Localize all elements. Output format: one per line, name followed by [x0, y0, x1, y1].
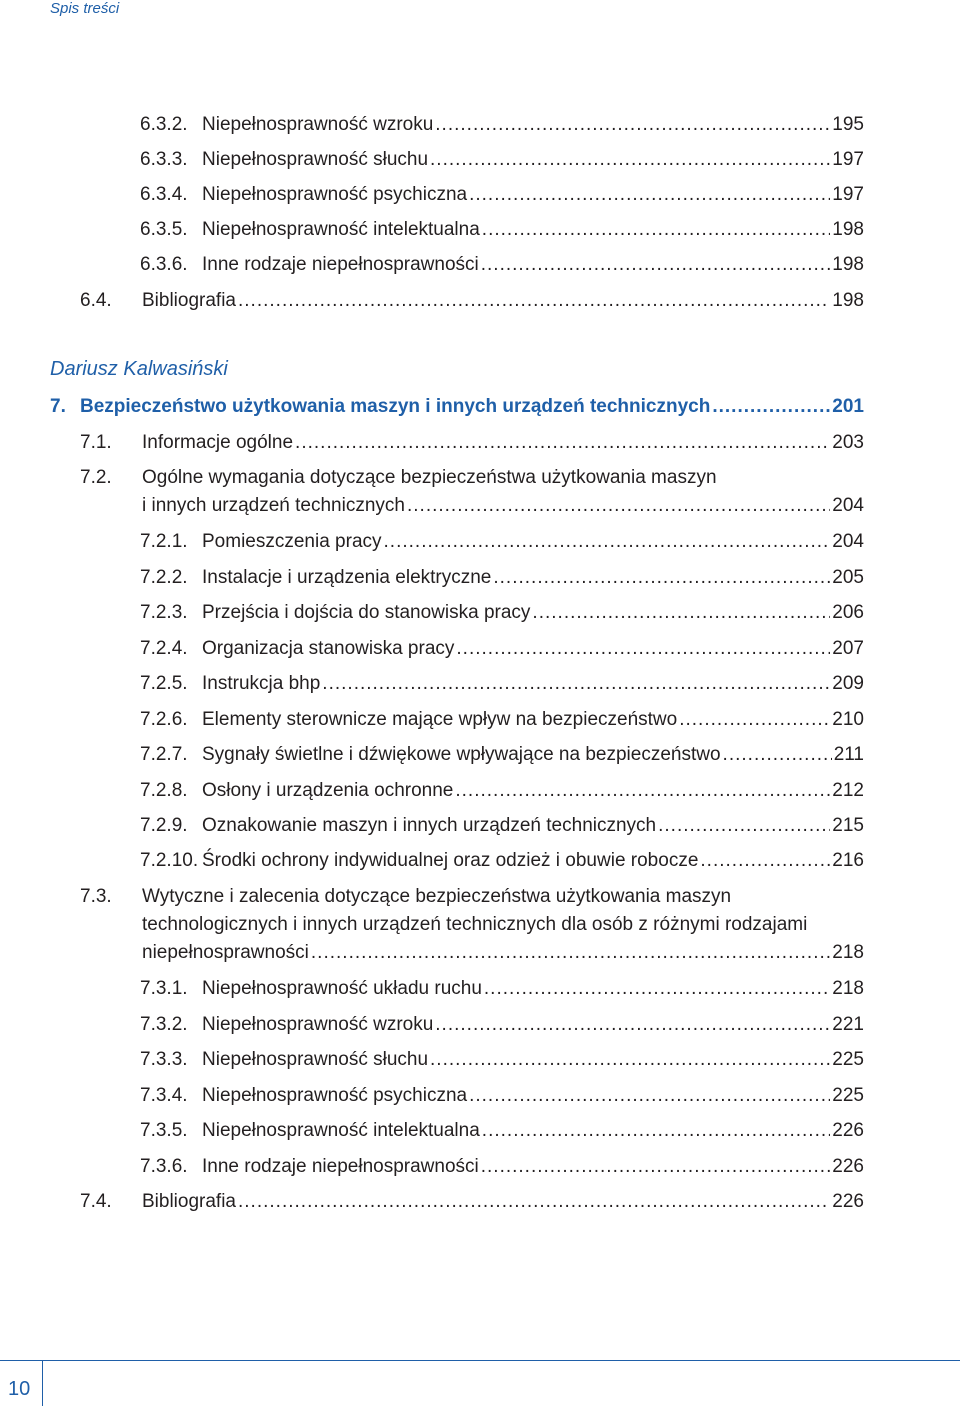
leader-dots	[407, 492, 830, 520]
toc-entry-number: 7.3.	[80, 886, 112, 907]
toc-entry-number: 6.3.2.	[140, 114, 188, 135]
toc-entry-number: 6.3.6.	[140, 254, 188, 275]
toc-entry-page: 209	[832, 673, 864, 694]
chapter-title: Bezpieczeństwo użytkowania maszyn i innych urządzeń technicznych	[80, 396, 711, 417]
toc-entry-number: 6.4.	[80, 290, 112, 311]
leader-dots	[481, 1153, 831, 1181]
leader-dots	[238, 1188, 830, 1216]
toc-entry[interactable]	[0, 883, 864, 969]
toc-entry-title: Pomieszczenia pracy	[202, 531, 382, 552]
leader-dots	[658, 812, 830, 840]
leader-dots	[295, 429, 830, 457]
toc-entry-page: 225	[832, 1085, 864, 1106]
toc-entry-title: i innych urządzeń technicznych	[142, 495, 405, 516]
leader-dots	[430, 146, 830, 174]
toc-entry-number: 7.2.1.	[140, 531, 188, 552]
leader-dots	[430, 1046, 830, 1074]
running-head: Spis treści	[50, 0, 120, 17]
toc-entry-title: Niepełnosprawność słuchu	[202, 1049, 429, 1070]
leader-dots	[712, 393, 830, 421]
toc-entry-title: Osłony i urządzenia ochronne	[202, 780, 454, 801]
toc-entry-title-line: Ogólne wymagania dotyczące bezpieczeństwa użytkowania maszyn	[142, 467, 717, 488]
toc-entry-page: 206	[832, 602, 864, 623]
footer-rule	[0, 1360, 960, 1361]
toc-entry-page: 205	[832, 567, 864, 588]
toc-entry-title: Niepełnosprawność wzroku	[202, 1014, 434, 1035]
toc-entry-title: Instrukcja bhp	[202, 673, 321, 694]
toc-entry-title: niepełnosprawności	[142, 942, 309, 963]
toc-entry-title-line: technologicznych i innych urządzeń technicznych dla osób z różnymi rodzajami	[142, 914, 808, 935]
toc-entry-number: 7.3.5.	[140, 1120, 188, 1141]
leader-dots	[311, 939, 830, 967]
leader-dots	[469, 181, 830, 209]
leader-dots	[384, 528, 831, 556]
toc-entry-number: 7.3.2.	[140, 1014, 188, 1035]
toc-entry-number: 7.3.4.	[140, 1085, 188, 1106]
leader-dots	[455, 777, 830, 805]
toc-entry-title: Przejścia i dojścia do stanowiska pracy	[202, 602, 531, 623]
toc-entry-page: 225	[832, 1049, 864, 1070]
toc-entry-number: 6.3.3.	[140, 149, 188, 170]
toc-entry-page: 218	[832, 978, 864, 999]
chapter-page: 201	[832, 396, 864, 417]
toc-entry-number: 7.2.	[80, 467, 112, 488]
leader-dots	[679, 706, 830, 734]
toc-entry-number: 6.3.5.	[140, 219, 188, 240]
toc-entry-page: 218	[832, 942, 864, 963]
leader-dots	[482, 216, 831, 244]
toc-entry-title: Niepełnosprawność psychiczna	[202, 1085, 468, 1106]
toc-entry-number: 7.2.10.	[140, 850, 199, 871]
toc-entry-page: 195	[832, 114, 864, 135]
leader-dots	[238, 287, 830, 315]
toc-entry-title: Niepełnosprawność intelektualna	[202, 219, 480, 240]
toc-entry-title: Niepełnosprawność psychiczna	[202, 184, 468, 205]
toc-entry-title: Elementy sterownicze mające wpływ na bezpieczeństwo	[202, 709, 678, 730]
toc-entry-page: 226	[832, 1191, 864, 1212]
chapter-number: 7.	[50, 396, 66, 417]
toc-entry-page: 198	[832, 219, 864, 240]
toc-entry-page: 207	[832, 638, 864, 659]
toc-entry[interactable]	[0, 464, 864, 522]
toc-entry-title: Organizacja stanowiska pracy	[202, 638, 455, 659]
toc-entry-number: 7.2.8.	[140, 780, 188, 801]
leader-dots	[456, 635, 830, 663]
toc-entry-number: 7.3.1.	[140, 978, 188, 999]
leader-dots	[469, 1082, 830, 1110]
toc-entry-page: 198	[832, 254, 864, 275]
toc-entry-number: 7.2.6.	[140, 709, 188, 730]
toc-entry-title: Bibliografia	[142, 290, 236, 311]
toc-entry-title: Niepełnosprawność wzroku	[202, 114, 434, 135]
leader-dots	[435, 111, 830, 139]
toc-entry-page: 197	[832, 149, 864, 170]
toc-entry-number: 7.3.3.	[140, 1049, 188, 1070]
toc-entry-page: 211	[833, 744, 864, 765]
leader-dots	[435, 1011, 830, 1039]
leader-dots	[493, 564, 830, 592]
toc-entry-page: 226	[832, 1120, 864, 1141]
chapter-author: Dariusz Kalwasiński	[50, 358, 228, 380]
toc-entry-title: Oznakowanie maszyn i innych urządzeń technicznych	[202, 815, 657, 836]
toc-entry-title: Inne rodzaje niepełnosprawności	[202, 254, 479, 275]
toc-entry-number: 7.2.4.	[140, 638, 188, 659]
toc-entry-page: 226	[832, 1156, 864, 1177]
leader-dots	[532, 599, 830, 627]
leader-dots	[484, 975, 830, 1003]
toc-entry-number: 7.2.7.	[140, 744, 188, 765]
toc-entry-title: Niepełnosprawność układu ruchu	[202, 978, 482, 999]
toc-entry-number: 7.2.3.	[140, 602, 188, 623]
leader-dots	[723, 741, 832, 769]
toc-entry-title: Instalacje i urządzenia elektryczne	[202, 567, 492, 588]
toc-entry-number: 7.2.9.	[140, 815, 188, 836]
toc-entry-page: 204	[832, 531, 864, 552]
toc-entry-title: Inne rodzaje niepełnosprawności	[202, 1156, 479, 1177]
leader-dots	[482, 1117, 831, 1145]
toc-entry-page: 216	[832, 850, 864, 871]
toc-entry-page: 204	[832, 495, 864, 516]
toc-entry-page: 198	[832, 290, 864, 311]
leader-dots	[322, 670, 830, 698]
leader-dots	[481, 251, 831, 279]
toc-entry-page: 212	[832, 780, 864, 801]
toc-entry-page: 221	[832, 1014, 864, 1035]
toc-entry-title: Niepełnosprawność intelektualna	[202, 1120, 480, 1141]
toc-entry-number: 7.2.5.	[140, 673, 188, 694]
toc-entry-title: Bibliografia	[142, 1191, 236, 1212]
leader-dots	[700, 847, 830, 875]
toc-entry-page: 215	[832, 815, 864, 836]
toc-entry-number: 7.2.2.	[140, 567, 188, 588]
toc-entry-title: Niepełnosprawność słuchu	[202, 149, 429, 170]
toc-entry-number: 6.3.4.	[140, 184, 188, 205]
toc-entry-page: 203	[832, 432, 864, 453]
toc-entry-page: 210	[832, 709, 864, 730]
toc-entry-title: Informacje ogólne	[142, 432, 294, 453]
toc-entry-title: Sygnały świetlne i dźwiękowe wpływające na bezpieczeństwo	[202, 744, 721, 765]
toc-entry-title: Środki ochrony indywidualnej oraz odzież i obuwie robocze	[202, 850, 699, 871]
toc-entry-page: 197	[832, 184, 864, 205]
toc-entry-title-line: Wytyczne i zalecenia dotyczące bezpieczeństwa użytkowania maszyn	[142, 886, 732, 907]
toc-entry-number: 7.4.	[80, 1191, 112, 1212]
page-number: 10	[8, 1378, 31, 1400]
toc-entry-number: 7.1.	[80, 432, 112, 453]
toc-entry-number: 7.3.6.	[140, 1156, 188, 1177]
